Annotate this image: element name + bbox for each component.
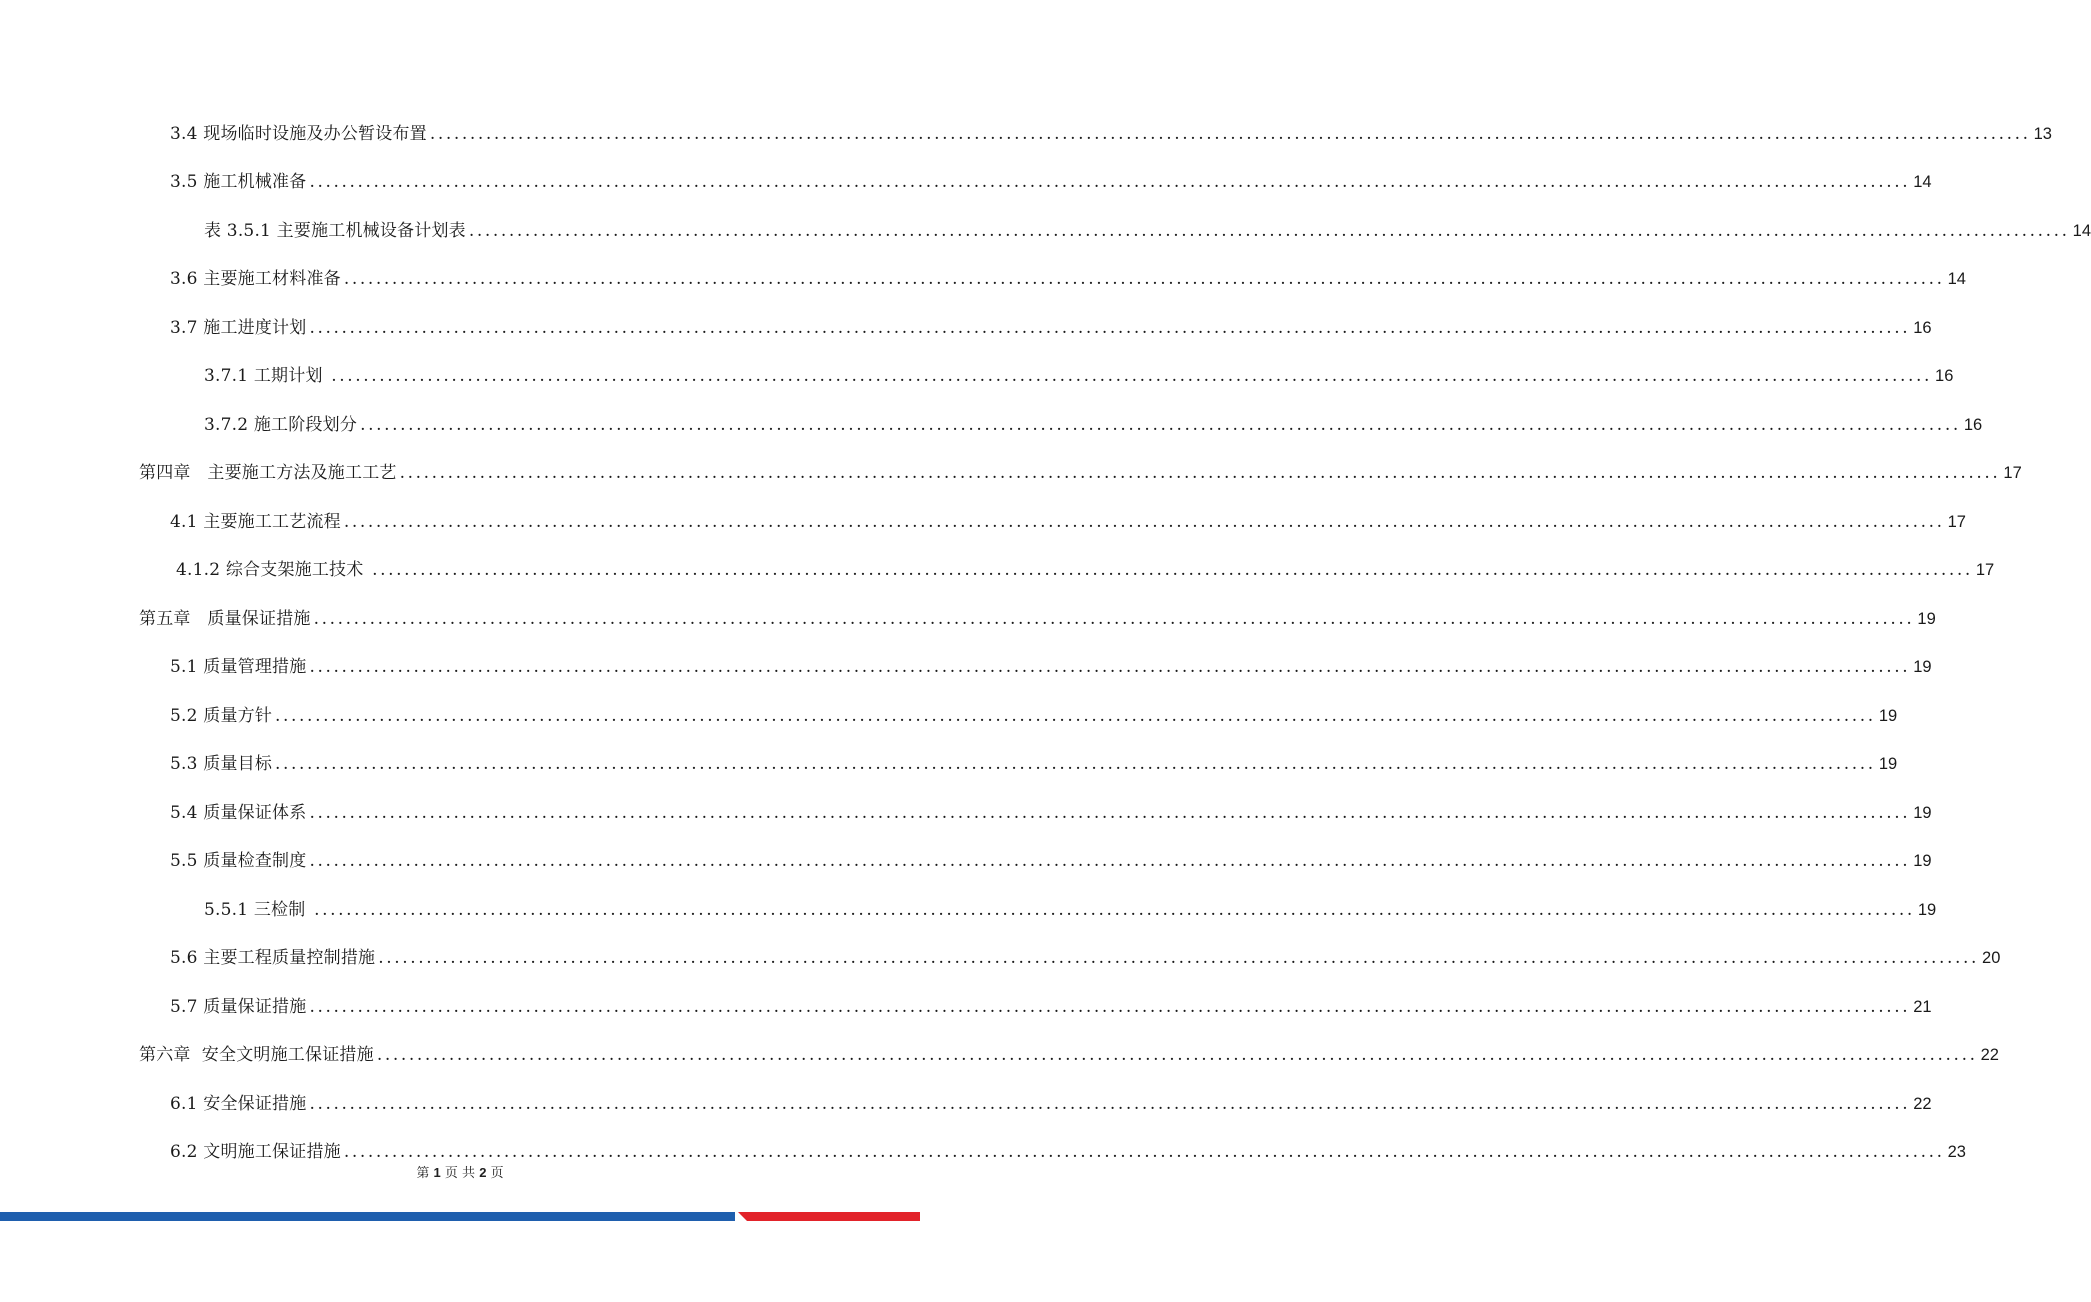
toc-row[interactable]	[0, 204, 2091, 253]
toc-row[interactable]	[0, 641, 1932, 690]
toc-leader-dots: ........................................................................................................................................................................................................	[275, 705, 1876, 726]
toc-entry[interactable]	[170, 652, 1932, 678]
toc-entry[interactable]	[204, 895, 1937, 920]
toc-row[interactable]	[0, 350, 1954, 399]
toc-page-number: 22	[1913, 1094, 1932, 1113]
toc-page-number: 19	[1917, 900, 1937, 919]
page-footer	[0, 1162, 920, 1181]
footer-blue-band	[0, 1212, 735, 1221]
toc-leader-dots: ........................................................................................................................................................................................................	[376, 1045, 1978, 1066]
toc-entry[interactable]	[139, 1040, 1999, 1066]
toc-leader-dots: ........................................................................................................................................................................................................	[309, 996, 1911, 1017]
toc-leader-dots: ........................................................................................................................................................................................................	[343, 1142, 1945, 1163]
toc-row[interactable]	[0, 495, 1966, 544]
toc-leader-dots: ........................................................................................................................................................................................................	[372, 560, 1973, 581]
toc-page-number: 16	[1935, 367, 1954, 386]
footer-total-pages: 2	[479, 1165, 487, 1180]
toc-row[interactable]	[0, 932, 2001, 981]
toc-row[interactable]	[0, 253, 1966, 302]
toc-leader-dots: ........................................................................................................................................................................................................	[314, 899, 1915, 920]
toc-row[interactable]	[0, 738, 1898, 787]
toc-leader-dots: ........................................................................................................................................................................................................	[309, 317, 1911, 338]
toc-entry[interactable]	[204, 410, 1983, 435]
toc-entry[interactable]	[170, 1089, 1932, 1114]
toc-page-number: 17	[2003, 464, 2022, 483]
toc-entry[interactable]	[170, 313, 1932, 338]
toc-leader-dots: ........................................................................................................................................................................................................	[309, 1093, 1911, 1114]
toc-label: 表 3.5.1 主要施工机械设备计划表	[204, 220, 466, 241]
toc-leader-dots: ........................................................................................................................................................................................................	[429, 123, 2031, 144]
toc-label: 第五章 质量保证措施	[139, 608, 311, 629]
toc-row[interactable]	[0, 1077, 1932, 1126]
toc-row[interactable]	[0, 689, 1898, 738]
toc-leader-dots: ........................................................................................................................................................................................................	[309, 172, 1911, 193]
toc-row[interactable]	[0, 786, 1932, 835]
toc-label: 3.4 现场临时设施及办公暂设布置	[170, 123, 427, 144]
toc-page-number: 19	[1913, 852, 1932, 871]
toc-row[interactable]	[0, 156, 1932, 205]
toc-label: 5.2 质量方针	[170, 705, 273, 726]
toc-row[interactable]	[0, 447, 2022, 496]
toc-entry[interactable]	[170, 701, 1898, 726]
toc-entry[interactable]	[170, 749, 1898, 775]
toc-row[interactable]	[0, 883, 1937, 932]
toc-row[interactable]	[0, 544, 1995, 593]
toc-label: 6.2 文明施工保证措施	[170, 1142, 341, 1163]
toc-label: 5.7 质量保证措施	[170, 996, 307, 1017]
toc-page-number: 23	[1947, 1143, 1966, 1162]
toc-entry[interactable]	[170, 992, 1932, 1017]
toc-page-number: 17	[1975, 561, 1995, 580]
toc-label: 3.7.1 工期计划	[204, 366, 329, 387]
toc-entry[interactable]	[170, 264, 1966, 290]
toc-label: 6.1 安全保证措施	[170, 1093, 307, 1114]
toc-row[interactable]	[0, 592, 1936, 641]
toc-label: 4.1.2 综合支架施工技术	[176, 560, 370, 581]
toc-page-number: 22	[1980, 1046, 1999, 1065]
toc-row[interactable]	[0, 107, 2052, 156]
footer-red-band	[738, 1212, 920, 1221]
toc-entry[interactable]	[170, 167, 1932, 193]
toc-leader-dots: ........................................................................................................................................................................................................	[275, 754, 1876, 775]
toc-leader-dots: ........................................................................................................................................................................................................	[343, 511, 1945, 532]
toc-label: 4.1 主要施工工艺流程	[170, 511, 341, 532]
toc-row[interactable]	[0, 1029, 1999, 1078]
toc-label: 5.4 质量保证体系	[170, 802, 307, 823]
toc-entry[interactable]	[139, 604, 1936, 629]
toc-leader-dots: ........................................................................................................................................................................................................	[309, 851, 1911, 872]
toc-page-number: 16	[1913, 318, 1932, 337]
footer-current-page: 1	[433, 1165, 441, 1180]
toc-entry[interactable]	[204, 216, 2091, 241]
toc-page-number: 21	[1913, 997, 1932, 1016]
toc-label: 3.7 施工进度计划	[170, 317, 307, 338]
toc-leader-dots: ........................................................................................................................................................................................................	[468, 220, 2070, 241]
toc-label: 第四章 主要施工方法及施工工艺	[139, 463, 397, 484]
toc-row[interactable]	[0, 980, 1932, 1029]
toc-page-number: 19	[1878, 755, 1898, 774]
toc-row[interactable]	[0, 835, 1932, 884]
toc-entry[interactable]	[170, 943, 2001, 969]
toc-page-number: 14	[1913, 173, 1932, 192]
toc-row[interactable]	[0, 398, 1983, 447]
toc-entry[interactable]	[170, 1137, 1966, 1163]
toc-label: 5.6 主要工程质量控制措施	[170, 948, 376, 969]
toc-label: 第六章 安全文明施工保证措施	[139, 1045, 374, 1066]
footer-middle: 页 共	[444, 1166, 476, 1181]
toc-label: 5.5.1 三检制	[204, 899, 312, 920]
toc-entry[interactable]	[170, 119, 2052, 144]
toc-label: 3.7.2 施工阶段划分	[204, 414, 358, 435]
toc-entry[interactable]	[170, 846, 1932, 872]
toc-leader-dots: ........................................................................................................................................................................................................	[378, 948, 1980, 969]
toc-page-number: 19	[1913, 658, 1932, 677]
toc-page-number: 19	[1878, 706, 1898, 725]
toc-label: 3.5 施工机械准备	[170, 172, 307, 193]
toc-entry[interactable]	[170, 507, 1966, 532]
toc-page-number: 19	[1917, 609, 1936, 628]
toc-leader-dots: ........................................................................................................................................................................................................	[309, 802, 1911, 823]
toc-leader-dots: ........................................................................................................................................................................................................	[331, 366, 1933, 387]
toc-label: 5.1 质量管理措施	[170, 657, 307, 678]
toc-page-number: 17	[1947, 512, 1966, 531]
toc-leader-dots: ........................................................................................................................................................................................................	[343, 269, 1945, 290]
toc-entry[interactable]	[176, 555, 1995, 581]
footer-suffix: 页	[490, 1166, 504, 1181]
toc-page-number: 14	[1947, 270, 1966, 289]
table-of-contents	[0, 107, 2091, 1174]
toc-label: 5.5 质量检查制度	[170, 851, 307, 872]
toc-leader-dots: ........................................................................................................................................................................................................	[313, 608, 1915, 629]
toc-page-number: 16	[1963, 415, 1983, 434]
toc-label: 3.6 主要施工材料准备	[170, 269, 341, 290]
toc-page-number: 13	[2033, 124, 2052, 143]
toc-entry[interactable]	[139, 458, 2022, 484]
toc-leader-dots: ........................................................................................................................................................................................................	[399, 463, 2001, 484]
toc-entry[interactable]	[204, 361, 1954, 387]
toc-label: 5.3 质量目标	[170, 754, 273, 775]
toc-page-number: 14	[2072, 221, 2091, 240]
toc-page-number: 20	[1982, 949, 2001, 968]
toc-page-number: 19	[1913, 803, 1932, 822]
toc-leader-dots: ........................................................................................................................................................................................................	[360, 414, 1961, 435]
toc-leader-dots: ........................................................................................................................................................................................................	[309, 657, 1911, 678]
toc-row[interactable]	[0, 301, 1932, 350]
footer-prefix: 第	[416, 1166, 430, 1181]
toc-entry[interactable]	[170, 798, 1932, 823]
